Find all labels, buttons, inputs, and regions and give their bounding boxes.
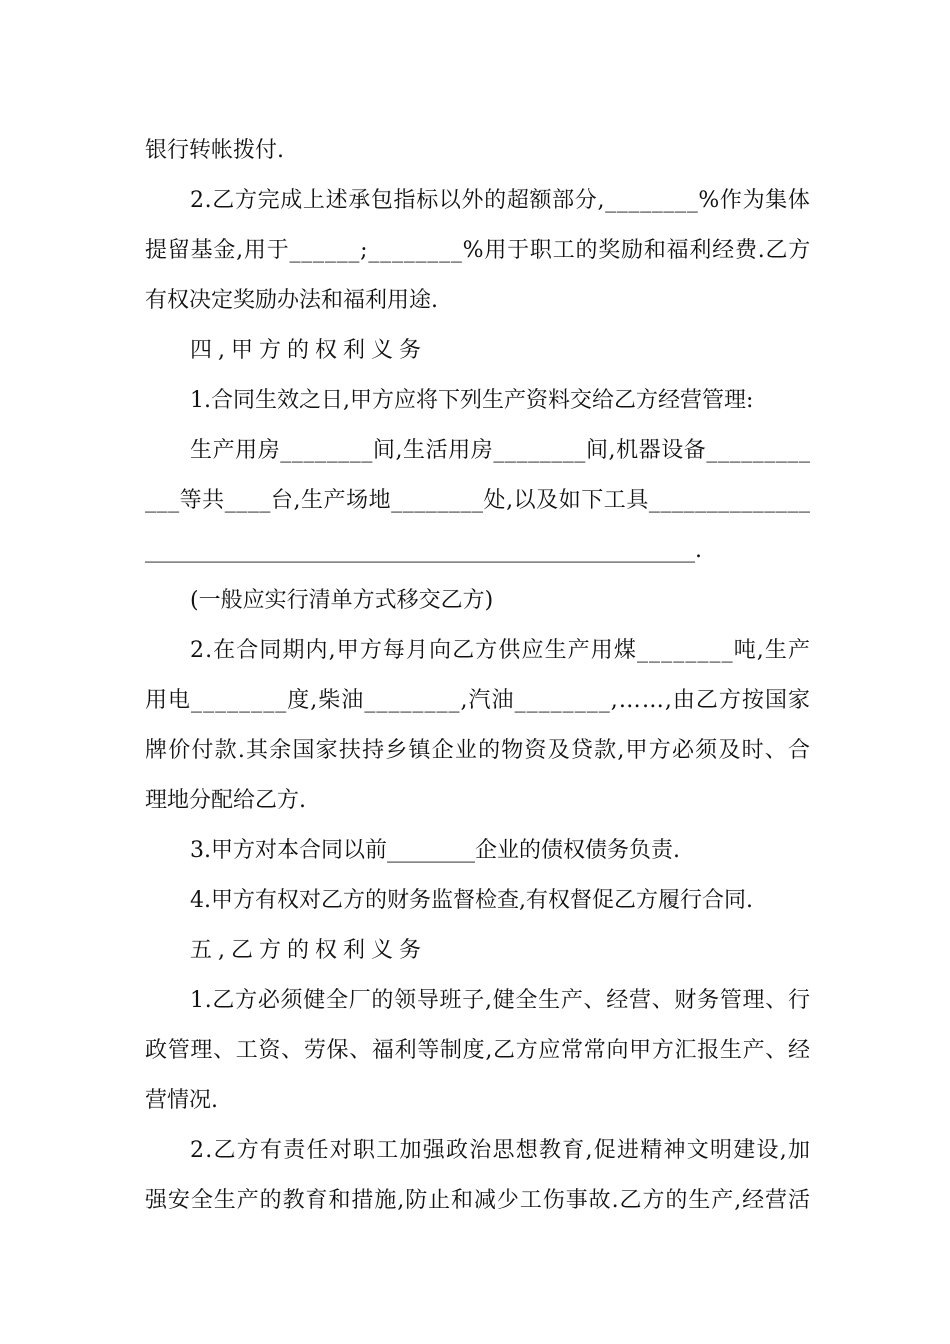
text-line: 政管理、工资、劳保、福利等制度,乙方应常常向甲方汇报生产、经 [145,1038,811,1063]
text-line: 4.甲方有权对乙方的财务监督检查,有权督促乙方履行合同. [190,888,753,913]
text-line: 理地分配给乙方. [145,788,306,813]
text-line: 用电________度,柴油________,汽油________,……,由乙方按国家 [145,688,811,713]
text-line: 牌价付款.其余国家扶持乡镇企业的物资及贷款,甲方必须及时、合 [145,738,812,763]
text-line: 有权决定奖励办法和福利用途. [145,288,438,313]
text-line: 1.合同生效之日,甲方应将下列生产资料交给乙方经营管理: [190,388,754,413]
section-heading: 四,甲方的权利义务 [190,338,427,363]
text-line: 2.在合同期内,甲方每月向乙方供应生产用煤________吨,生产 [190,638,812,663]
text-line: 3.甲方对本合同以前________企业的债权债务负责. [190,838,680,863]
section-heading: 五,乙方的权利义务 [190,938,427,963]
text-line: 银行转帐拨付. [145,138,284,163]
text-line: ___等共____台,生产场地________处,以及如下工具______________ [145,488,811,513]
text-line: 提留基金,用于______;________%用于职工的奖励和福利经费.乙方 [145,238,812,263]
text-line: (一般应实行清单方式移交乙方) [190,588,494,613]
text-line: 2.乙方完成上述承包指标以外的超额部分,________%作为集体 [190,188,811,213]
text-line: __________________________________________________. [145,538,702,563]
text-line: 1.乙方必须健全厂的领导班子,健全生产、经营、财务管理、行 [190,988,811,1013]
text-line: 生产用房________间,生活用房________间,机器设备_________ [190,438,811,463]
text-line: 2.乙方有责任对职工加强政治思想教育,促进精神文明建设,加 [190,1138,812,1163]
text-line: 营情况. [145,1088,218,1113]
text-line: 强安全生产的教育和措施,防止和减少工伤事故.乙方的生产,经营活 [145,1188,811,1213]
